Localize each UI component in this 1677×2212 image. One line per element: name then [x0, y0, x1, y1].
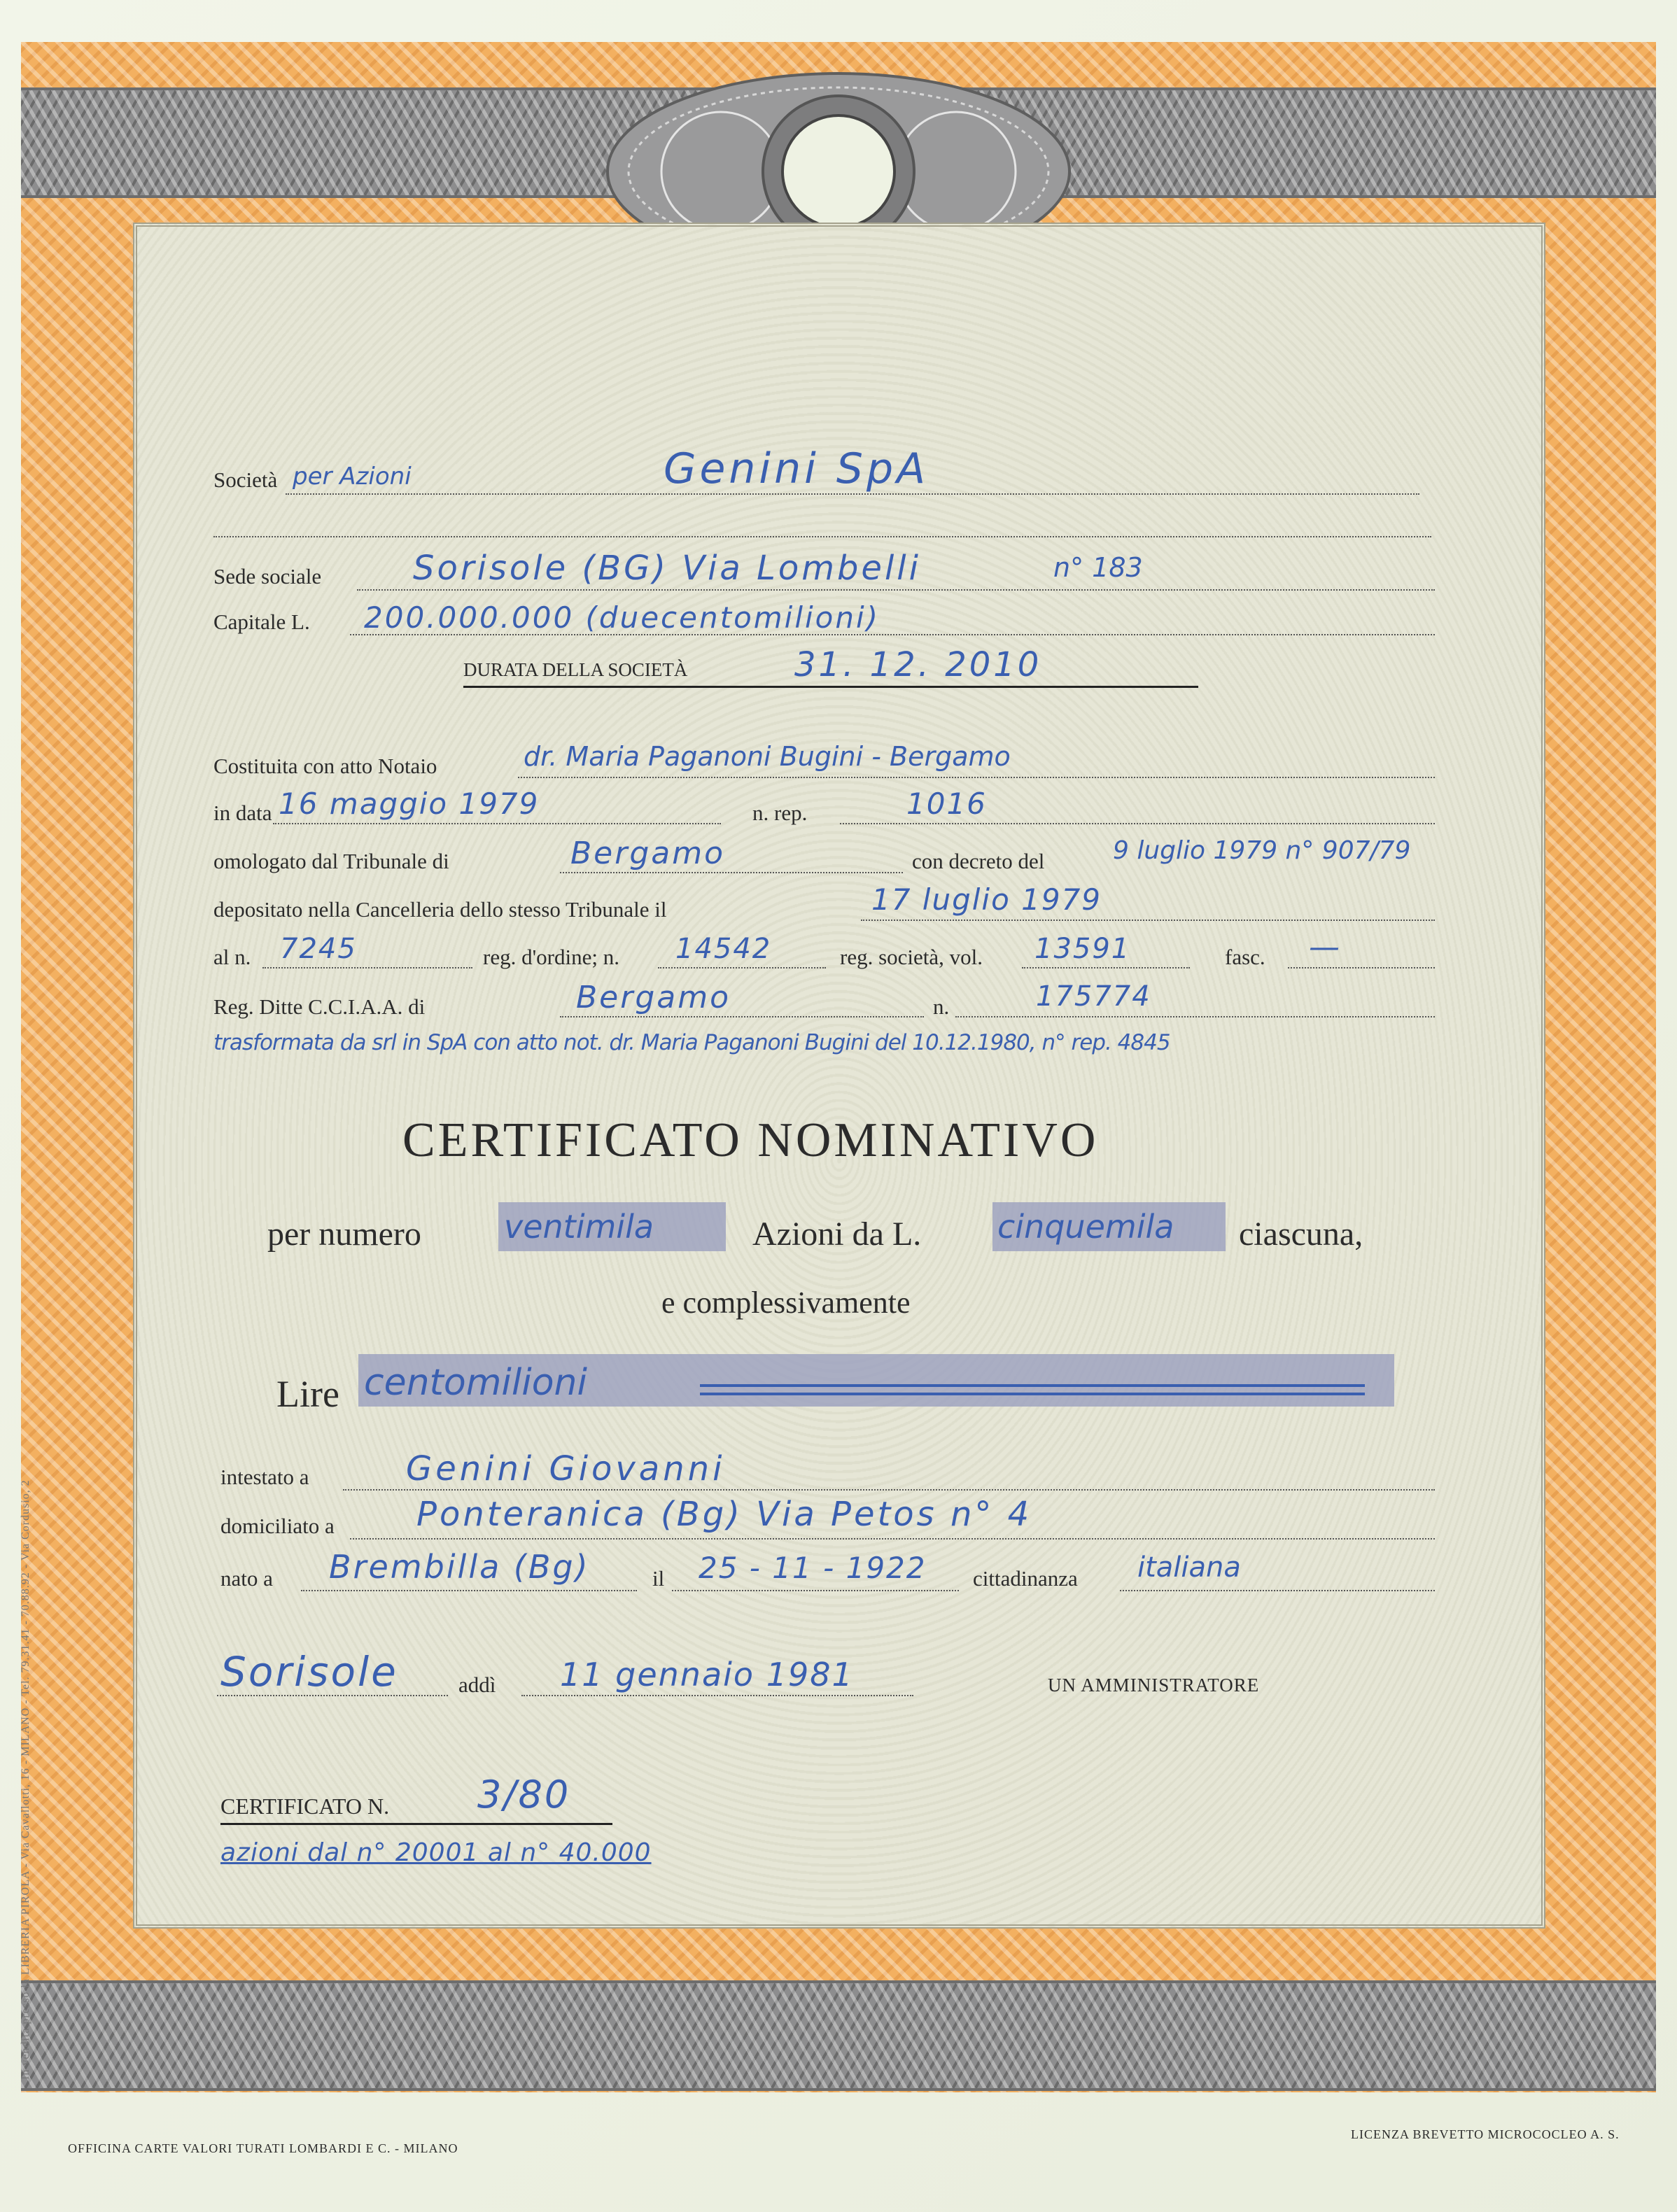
notaio-value: dr. Maria Paganoni Bugini - Bergamo [524, 741, 1011, 772]
al-n-dotted-line [262, 967, 472, 968]
luogo-dotted-line [217, 1695, 448, 1696]
intestato-value: Genini Giovanni [406, 1449, 726, 1488]
tribunale-dotted-line [560, 872, 903, 873]
durata-value: 31. 12. 2010 [794, 645, 1042, 684]
il-label: il [652, 1566, 665, 1591]
rep-label: n. rep. [752, 801, 808, 825]
reg-ordine-label: reg. d'ordine; n. [483, 945, 619, 969]
cert-n-value: 3/80 [477, 1773, 571, 1817]
durata-label: DURATA DELLA SOCIETÀ [463, 659, 688, 680]
domiciliato-label: domiciliato a [220, 1514, 335, 1538]
sede-label: Sede sociale [213, 564, 322, 589]
reg-ordine-dotted-line [658, 967, 826, 968]
lire-strike-line [700, 1384, 1365, 1387]
reg-societa-label: reg. società, vol. [840, 945, 983, 969]
sede-value: Sorisole (BG) Via Lombelli [413, 549, 921, 588]
cittadinanza-dotted-line [1120, 1590, 1435, 1591]
complessivamente-label: e complessivamente [661, 1285, 911, 1320]
depositato-label: depositato nella Cancelleria dello stesso Tribunale il [213, 897, 667, 922]
printer-imprint: OFFICINA CARTE VALORI TURATI LOMBARDI E C. - MILANO [68, 2141, 458, 2155]
cert-n-label: CERTIFICATO N. [220, 1794, 390, 1819]
valore-azione-value: cinquemila [997, 1208, 1174, 1246]
capitale-label: Capitale L. [213, 610, 310, 634]
costituita-label: Costituita con atto Notaio [213, 754, 437, 778]
fasc-label: fasc. [1225, 945, 1265, 969]
in-data-label: in data [213, 801, 272, 825]
azioni-range: azioni dal n° 20001 al n° 40.000 [220, 1838, 652, 1867]
cciaa-n-dotted-line [955, 1016, 1435, 1017]
cittadinanza-value: italiana [1137, 1551, 1241, 1584]
depositato-dotted-line [861, 920, 1435, 921]
certificate-title: CERTIFICATO NOMINATIVO [402, 1113, 1099, 1167]
vol-value: 13591 [1034, 933, 1131, 965]
luogo-value: Sorisole [220, 1648, 398, 1696]
trasformata-note: trasformata da srl in SpA con atto not. dr. Maria Paganoni Bugini del 10.12.1980, n° rep. 4845 [213, 1030, 1170, 1055]
amministratore-label: UN AMMINISTRATORE [1048, 1675, 1260, 1696]
capitale-value: 200.000.000 (duecentomilioni) [364, 600, 880, 635]
lire-label: Lire [276, 1373, 339, 1415]
nato-dotted-line [301, 1590, 637, 1591]
domiciliato-value: Ponteranica (Bg) Via Petos n° 4 [416, 1495, 1032, 1534]
cciaa-label: Reg. Ditte C.C.I.A.A. di [213, 994, 426, 1019]
notaio-dotted-line [518, 777, 1435, 778]
per-numero-label: per numero [267, 1216, 421, 1253]
nato-label: nato a [220, 1566, 273, 1591]
azioni-da-label: Azioni da L. [752, 1216, 922, 1253]
lire-strike-line-2 [700, 1393, 1365, 1395]
fasc-dotted-line [1288, 967, 1435, 968]
vol-dotted-line [1022, 967, 1190, 968]
side-imprint-wrapper [20, 0, 36, 2094]
lire-value: centomilioni [364, 1362, 587, 1404]
cciaa-n-value: 175774 [1036, 980, 1151, 1013]
cciaa-dotted-line [560, 1016, 924, 1017]
nato-value: Brembilla (Bg) [329, 1548, 590, 1586]
decreto-label: con decreto del [912, 849, 1045, 873]
nascita-value: 25 - 11 - 1922 [699, 1551, 927, 1585]
company-name: Genini SpA [664, 444, 929, 493]
in-data-value: 16 maggio 1979 [279, 787, 540, 821]
addi-label: addì [458, 1672, 496, 1697]
durata-rule [463, 686, 1198, 688]
societa-dotted-line [286, 493, 1419, 495]
decreto-value: 9 luglio 1979 n° 907/79 [1113, 836, 1411, 865]
omologato-label: omologato dal Tribunale di [213, 849, 449, 873]
data-dotted-line [521, 1695, 913, 1696]
bottom-gray-band [21, 1980, 1656, 2091]
depositato-value: 17 luglio 1979 [871, 882, 1102, 917]
nascita-dotted-line [672, 1590, 959, 1591]
separator-dotted-line [213, 536, 1431, 537]
licence-imprint: LICENZA BREVETTO MICROCOCLEO A. S. [1351, 2127, 1620, 2141]
intestato-dotted-line [343, 1489, 1435, 1491]
reg-ordine-value: 14542 [675, 933, 772, 965]
intestato-label: intestato a [220, 1465, 309, 1489]
sede-dotted-line [357, 589, 1435, 591]
side-imprint: In vendita presso la LIBRERIA PIROLA - Via Cavallotti, 16 - MILANO - Tel. 79.31.41 - 70.88.92 - Via Cordusio, 2 [20, 1479, 31, 2080]
sede-numero: n° 183 [1053, 552, 1143, 583]
data-value: 11 gennaio 1981 [560, 1656, 854, 1693]
domiciliato-dotted-line [350, 1538, 1435, 1540]
rep-value: 1016 [906, 787, 987, 821]
fasc-value: — [1309, 929, 1340, 965]
societa-label: Società [213, 467, 278, 492]
societa-tipo: per Azioni [293, 463, 412, 491]
cciaa-value: Bergamo [576, 980, 731, 1015]
al-n-value: 7245 [280, 933, 357, 965]
cciaa-n-label: n. [933, 994, 950, 1019]
numero-azioni-value: ventimila [504, 1208, 654, 1246]
tribunale-value: Bergamo [570, 836, 726, 871]
cert-n-rule [220, 1823, 612, 1825]
cittadinanza-label: cittadinanza [973, 1566, 1078, 1591]
ciascuna-label: ciascuna, [1239, 1216, 1363, 1253]
in-data-dotted-line [273, 823, 721, 824]
rep-dotted-line [840, 823, 1435, 824]
al-n-label: al n. [213, 945, 251, 969]
